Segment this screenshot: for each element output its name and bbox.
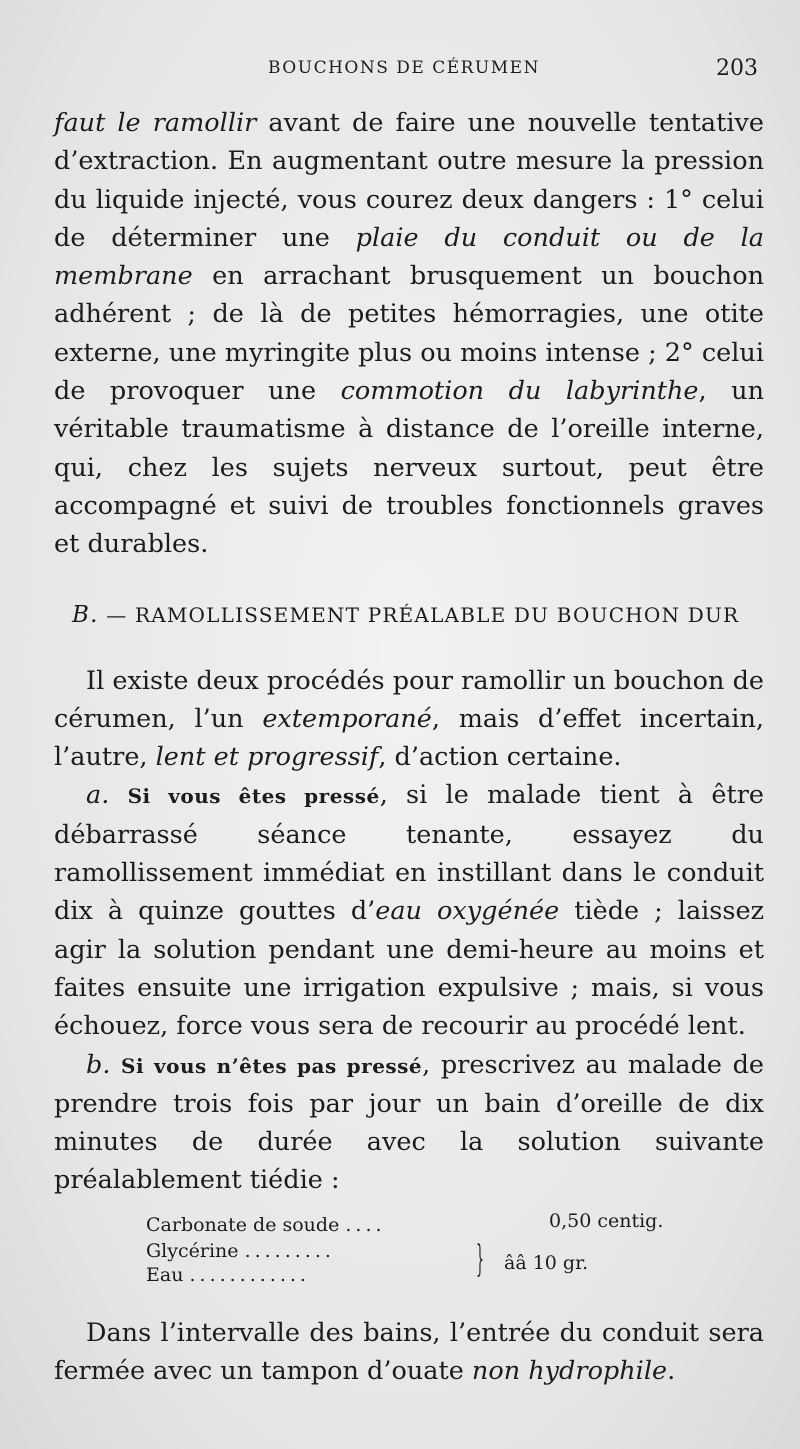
text: , prescrivez au malade de prendre trois fois par jour un bain d’oreille de dix minutes de durée avec la solution suivante préalablement tiédie : bbox=[54, 1049, 764, 1196]
page-header bbox=[0, 58, 800, 88]
text: tiède ; laissez agir la solution pendant une demi-heure au moins et faites ensuite une irrigation expulsive ; mais, si vous échouez, force vous sera de recourir au procédé lent. bbox=[54, 896, 765, 1042]
emphasis: plaie du conduit ou de la membrane bbox=[54, 222, 764, 292]
paragraph-5 bbox=[54, 1314, 764, 1391]
emphasis: eau oxygénée bbox=[375, 896, 560, 927]
ingredient-amount: 0,50 centig. bbox=[549, 1209, 664, 1232]
paragraph-4 bbox=[54, 1046, 764, 1200]
paragraph-1 bbox=[54, 104, 764, 564]
formula-row bbox=[146, 1240, 335, 1262]
prescription-formula bbox=[146, 1209, 706, 1294]
section-dash: — bbox=[106, 602, 128, 627]
list-marker: a. bbox=[86, 780, 110, 811]
section-heading bbox=[72, 602, 764, 628]
text: , d’action certaine. bbox=[378, 742, 622, 773]
emphasis: commotion du labyrinthe bbox=[340, 376, 699, 407]
text: Il existe deux procédés pour ramollir un bouchon de cérumen, l’un bbox=[54, 665, 764, 734]
bold-lead: Si vous êtes pressé bbox=[127, 784, 380, 809]
page-number: 203 bbox=[716, 56, 758, 81]
text: , mais d’effet incertain, l’autre, bbox=[54, 703, 764, 773]
running-title: BOUCHONS DE CÉRUMEN bbox=[268, 58, 540, 78]
formula-row bbox=[146, 1214, 386, 1236]
paragraph-2 bbox=[54, 662, 764, 777]
section-title: RAMOLLISSEMENT PRÉALABLE DU BOUCHON DUR bbox=[134, 602, 740, 627]
text: . bbox=[667, 1356, 676, 1387]
emphasis: non hydrophile bbox=[471, 1356, 668, 1387]
emphasis: faut le ramollir bbox=[54, 108, 257, 138]
leader-dots: ............ bbox=[189, 1263, 310, 1286]
grouping-brace: } bbox=[476, 1238, 485, 1280]
text: en arrachant brusquement un bouchon adhérent ; de là de petites hémorragies, une otite externe, une myringite plus ou moins intense ; 2° celui de provoquer une bbox=[54, 261, 764, 407]
ingredient: Glycérine bbox=[146, 1239, 239, 1262]
section-letter: B. bbox=[72, 601, 99, 628]
text: , un véritable traumatisme à distance de l’oreille interne, qui, chez les sujets nerveux surtout, peut être accompagné et suivi de troubles fonctionnels graves et durables. bbox=[54, 376, 764, 560]
ingredient: Eau bbox=[146, 1263, 184, 1286]
paragraph-3 bbox=[54, 776, 764, 1045]
text: , si le malade tient à être débarrassé séance tenante, essayez du ramollissement immédiat en instillant dans le conduit dix à quinze gouttes d’ bbox=[54, 780, 764, 927]
leader-dots: ......... bbox=[244, 1239, 335, 1262]
page-body bbox=[54, 104, 764, 1390]
text: avant de faire une nouvelle tentative d’extraction. En augmentant outre mesure la pression du liquide injecté, vous courez deux dangers : 1° celui de déterminer une bbox=[54, 108, 764, 253]
emphasis: extemporané bbox=[262, 703, 432, 734]
leader-dots: .... bbox=[345, 1213, 386, 1236]
text: Dans l’intervalle des bains, l’entrée du conduit sera fermée avec un tampon d’ouate bbox=[54, 1317, 764, 1387]
bold-lead: Si vous n’êtes pas pressé bbox=[121, 1053, 423, 1078]
ingredient-amount: ââ 10 gr. bbox=[504, 1251, 589, 1274]
formula-row bbox=[146, 1264, 310, 1286]
list-marker: b. bbox=[86, 1049, 111, 1080]
emphasis: lent et progressif bbox=[155, 742, 379, 773]
ingredient: Carbonate de soude bbox=[146, 1213, 340, 1236]
